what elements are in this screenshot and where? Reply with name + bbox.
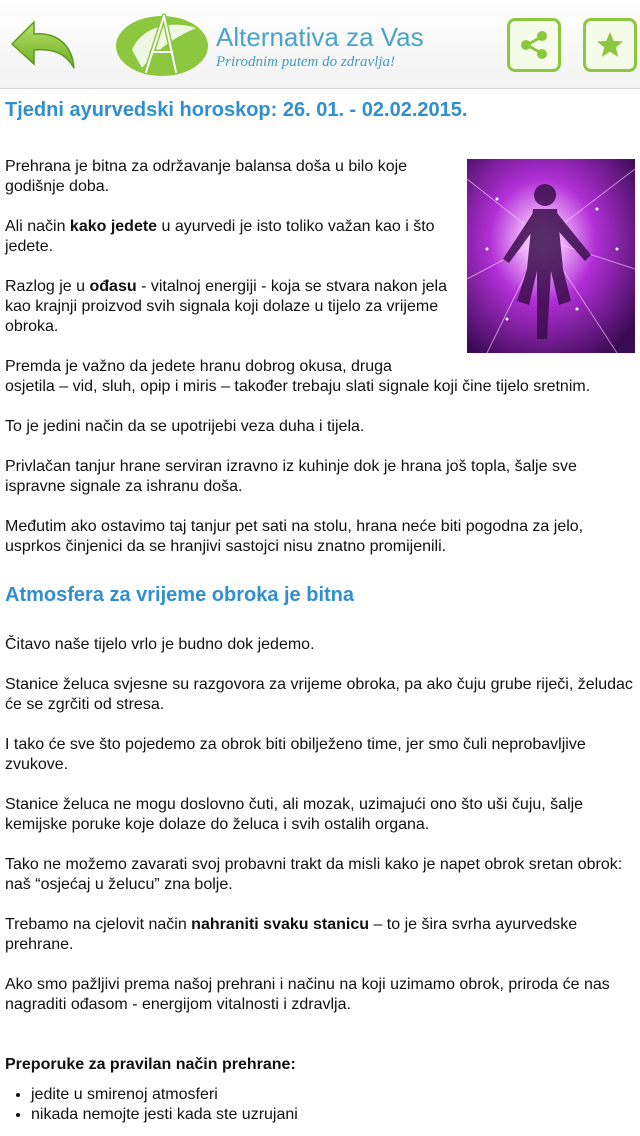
- back-button[interactable]: [8, 14, 80, 74]
- text: – to je šira svrha ayurvedske prehrane.: [5, 916, 578, 953]
- paragraph: I tako će sve što pojedemo za obrok biti obilježeno time, jer smo čuli neprobavljive zvukove.: [5, 736, 586, 773]
- leaf-logo-icon: [112, 6, 212, 82]
- text: u ayurvedi je isto toliko važan kao i što jedete.: [5, 218, 435, 255]
- paragraph: Prehrana je bitna za održavanje balansa doša u bilo koje godišnje doba.: [5, 158, 408, 195]
- list-item: • jedite u smirenoj atmosferi: [31, 1085, 633, 1105]
- paragraph: Ako smo pažljivi prema našoj prehrani i načinu na koji uzimamo obrok, priroda će nas nagraditi ođasom - energijom vitalnosti i zdravlja.: [5, 976, 610, 1013]
- section-title: Atmosfera za vrijeme obroka je bitna: [5, 584, 355, 606]
- paragraph: [5, 277, 460, 337]
- paragraph: To je jedini način da se upotrijebi veza duha i tijela.: [5, 418, 365, 435]
- text: Premda je važno da jedete hranu dobrog okusa, druga: [5, 358, 392, 375]
- bold-text: ođasu: [89, 278, 137, 295]
- text: osjetila – vid, sluh, opip i miris – također trebaju slati signale koji čine tijelo sretnim.: [5, 378, 591, 395]
- article-body: [5, 96, 633, 1125]
- bold-text: nahraniti svaku stanicu: [191, 916, 370, 933]
- paragraph: [5, 915, 633, 955]
- paragraph: Čitavo naše tijelo vrlo je budno dok jedemo.: [5, 636, 315, 653]
- recommendations-title: Preporuke za pravilan način prehrane:: [5, 1056, 296, 1073]
- back-arrow-icon: [8, 14, 80, 74]
- paragraph: Tako ne možemo zavarati svoj probavni trakt da misli kako je napet obrok sretan obrok: naš “osjećaj u želucu” zna bolje.: [5, 856, 623, 893]
- recommendations-list: [5, 1085, 633, 1125]
- favorite-button[interactable]: [583, 18, 637, 72]
- logo-tagline: Prirodnim putem do zdravlja!: [216, 54, 396, 70]
- text: Ali način: [5, 218, 70, 235]
- share-button[interactable]: [507, 18, 561, 72]
- paragraph: [5, 357, 633, 397]
- text: - vitalnoj energiji - koja se stvara nakon jela kao krajnji proizvod svih signala koji dolaze u tijelo za vrijeme obroka.: [5, 278, 447, 335]
- text: Razlog je u: [5, 278, 90, 295]
- list-item: • nikada nemojte jesti kada ste uzrujani: [31, 1105, 633, 1125]
- share-icon: [519, 30, 549, 60]
- article-hero-image: [467, 159, 635, 353]
- bold-text: kako jedete: [69, 218, 158, 235]
- paragraph: Stanice želuca ne mogu doslovno čuti, ali mozak, uzimajući ono što uši čuju, šalje kemijske poruke koje dolaze do želuca i svih ostalih organa.: [5, 796, 584, 833]
- logo-title: Alternativa za Vas: [216, 22, 424, 52]
- paragraph: [5, 217, 465, 257]
- paragraph: Stanice želuca svjesne su razgovora za vrijeme obroka, pa ako čuju grube riječi, želudac će se zgrčiti od stresa.: [5, 676, 633, 713]
- app-logo: [112, 6, 442, 82]
- app-header: [0, 0, 640, 89]
- paragraph: Međutim ako ostavimo taj tanjur pet sati na stolu, hrana neće biti pogodna za jelo, usprkos činjenici da se hranjivi sastojci nisu znatno promijenili.: [5, 518, 584, 555]
- article-title: Tjedni ayurvedski horoskop: 26. 01. - 02.02.2015.: [5, 99, 468, 121]
- star-icon: [595, 30, 625, 60]
- paragraph: Privlačan tanjur hrane serviran izravno iz kuhinje dok je hrana još topla, šalje sve ispravne signale za ishranu doša.: [5, 458, 577, 495]
- text: Trebamo na cjelovit način: [5, 916, 192, 933]
